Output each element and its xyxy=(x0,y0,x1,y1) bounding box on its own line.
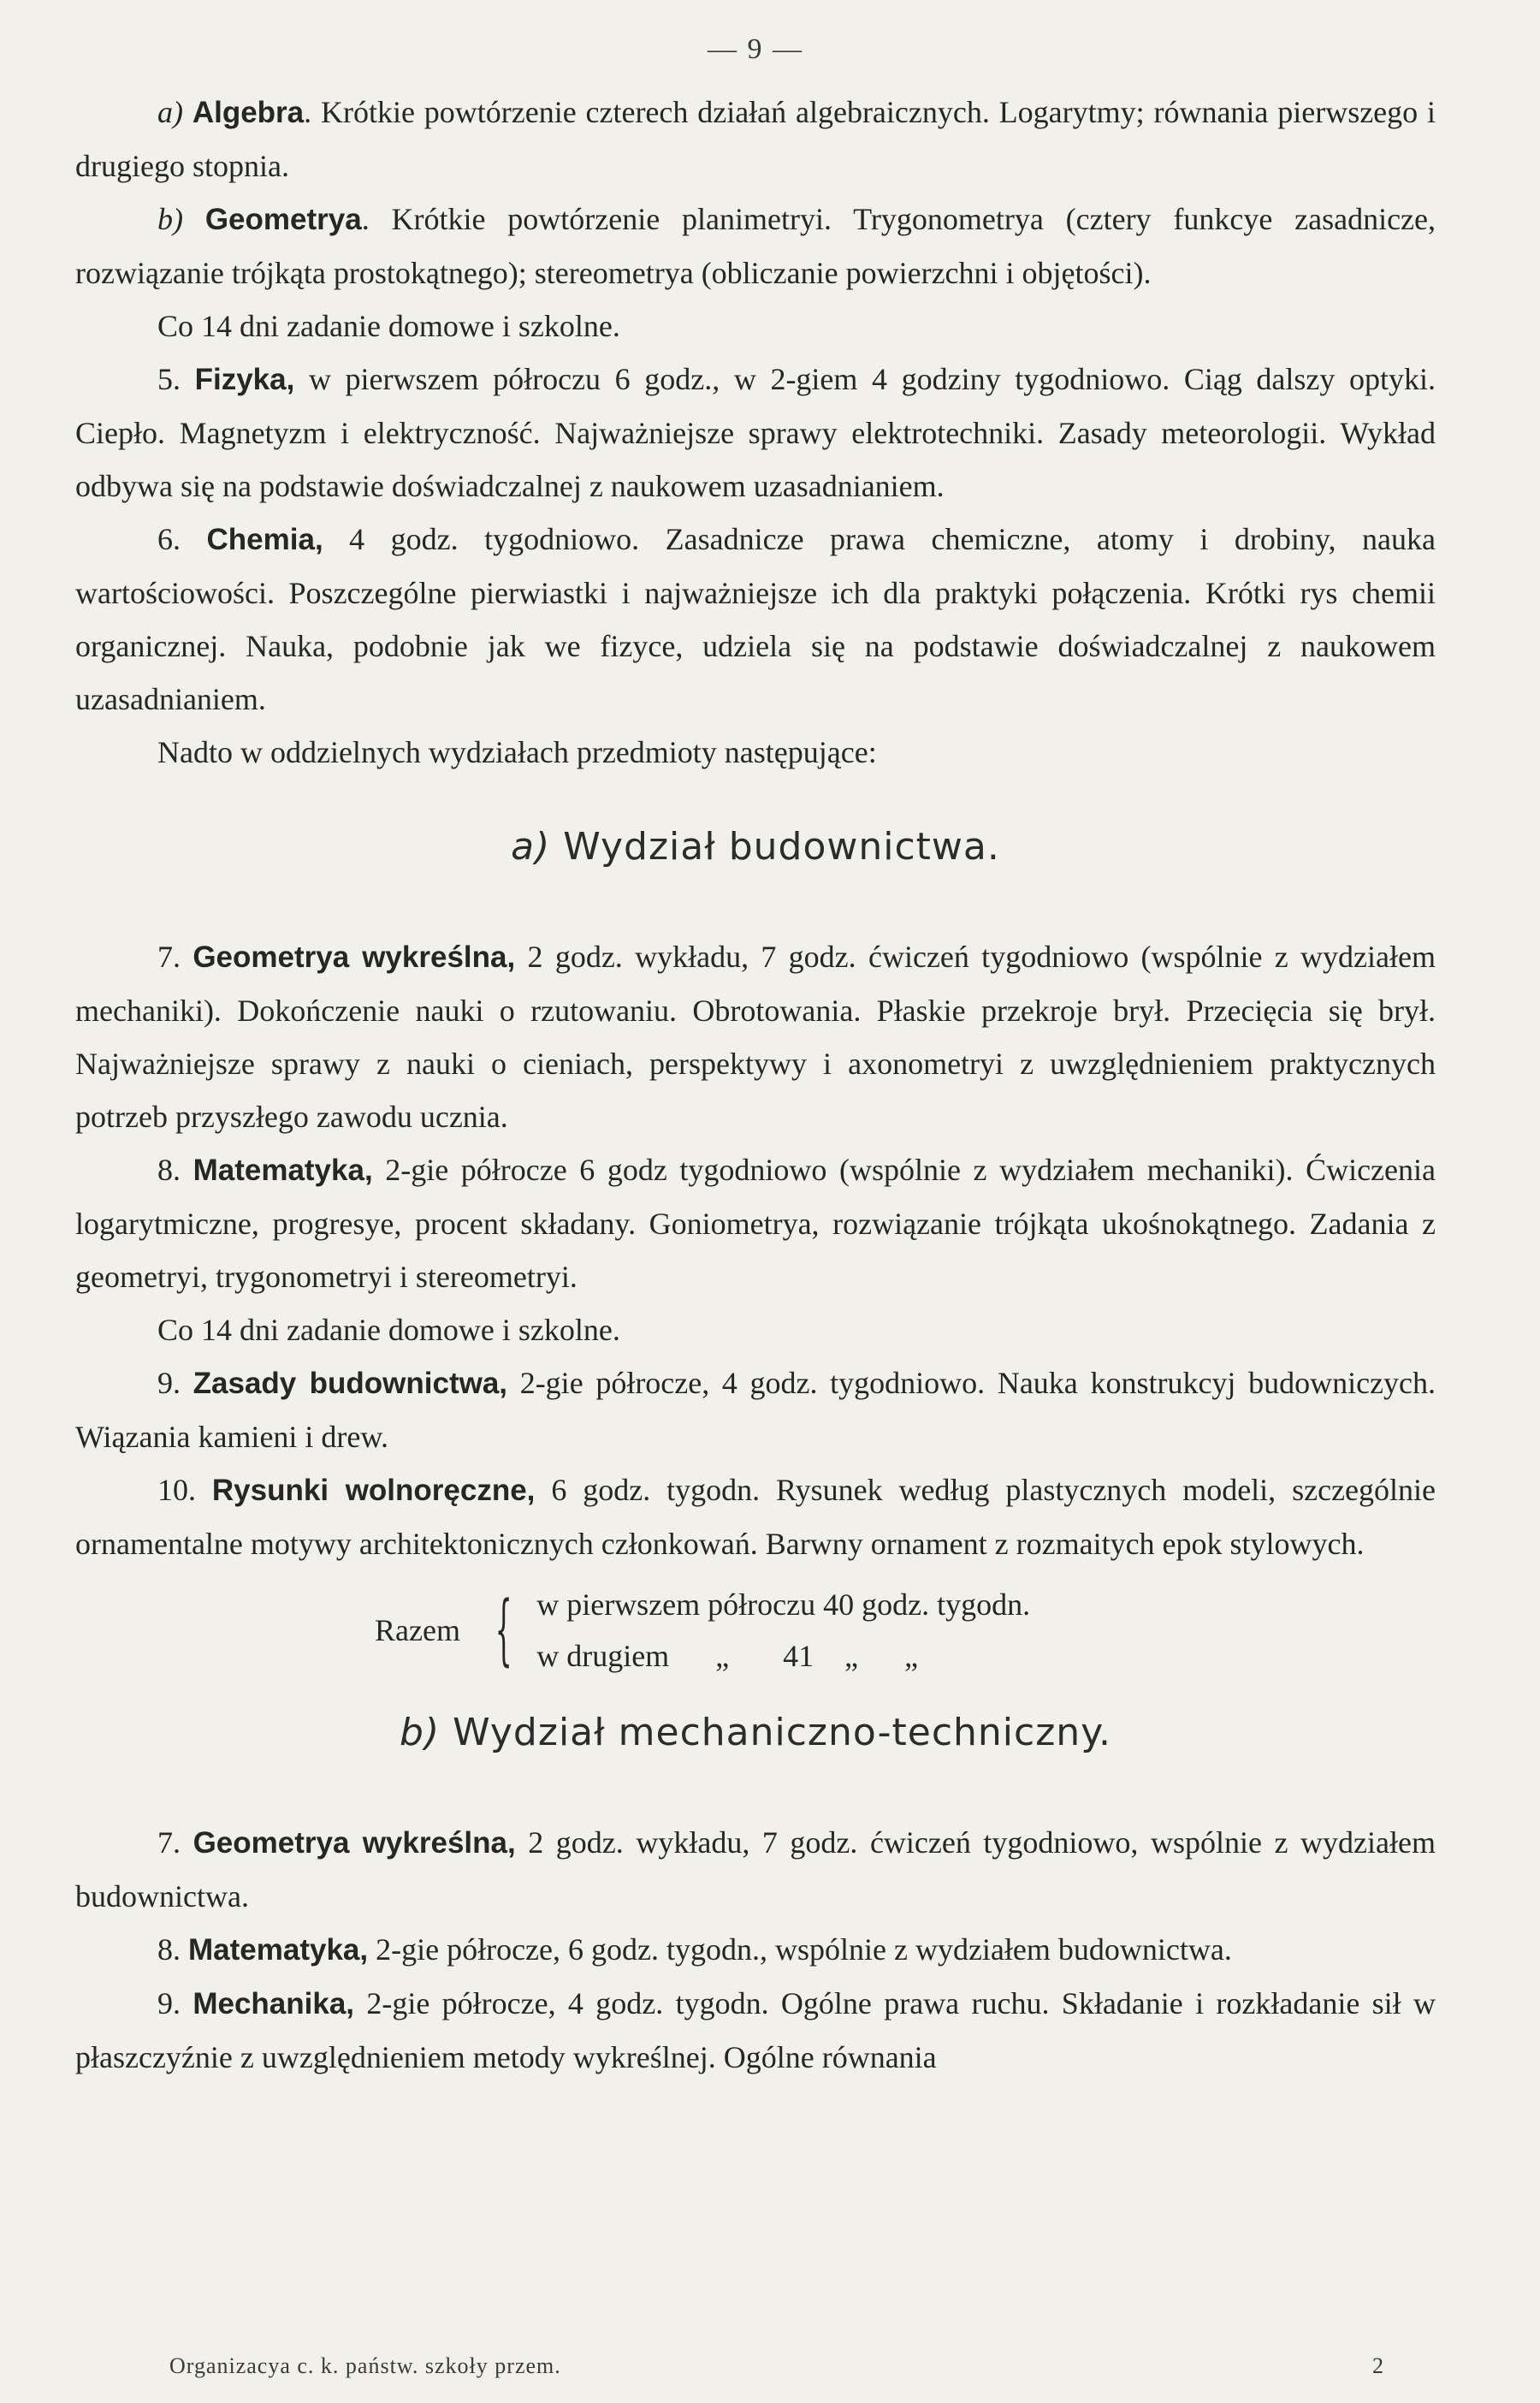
item-number: 9. xyxy=(157,1366,181,1400)
item-title: Rysunki wolnoręczne, xyxy=(211,1474,536,1507)
zasady-budownictwa-paragraph xyxy=(75,1356,1436,1463)
mechanika-paragraph xyxy=(75,1977,1436,2084)
item-text: 2-gie półrocze 6 godz tygodniowo (wspólnie z wydziałem mechaniki). Ćwiczenia logarytmiczne, progresye, procent składany. Goniometrya, rozwiązanie trójkąta ukośnokątnego. Zadania z geometryi, trygonometryi i stereometryi. xyxy=(75,1153,1436,1294)
homework-note: Co 14 dni zadanie domowe i szkolne. xyxy=(157,1313,620,1347)
matematyka-b-paragraph xyxy=(75,1923,1436,1977)
item-text: 6 godz. tygodn. Rysunek według plastycznych modeli, szczególnie ornamentalne motywy architektonicznych członkowań. Barwny ornament z rozmaitych epok stylowych. xyxy=(75,1473,1436,1561)
item-title: Matematyka, xyxy=(188,1933,369,1967)
item-number: 5. xyxy=(157,362,181,396)
section-b-heading xyxy=(75,1711,1436,1754)
footer-signature: Organizacya c. k. państw. szkoły przem. xyxy=(169,2353,561,2378)
item-text: . Krótkie powtórzenie czterech działań algebraicznych. Logarytmy; równania pierwszego i drugiego stopnia. xyxy=(75,95,1436,183)
item-text: 2 godz. wykładu, 7 godz. ćwiczeń tygodniowo (wspólnie z wydziałem mechaniki). Dokończenie nauki o rzutowaniu. Obrotowania. Płaskie przekroje brył. Przecięcia się brył. Najważniejsze sprawy z nauki o cieniach, perspektywy i axonometryi z uwzględnieniem praktycznych potrzeb przyszłego zawodu ucznia. xyxy=(75,940,1436,1134)
item-title: Fizyka, xyxy=(194,363,295,396)
section-title: Wydział mechaniczno-techniczny. xyxy=(453,1711,1111,1754)
item-number: 8. xyxy=(157,1932,181,1967)
sheet-number: 2 xyxy=(1372,2353,1384,2378)
algebra-paragraph xyxy=(75,86,1436,193)
item-title: Chemia, xyxy=(206,523,323,556)
fizyka-paragraph xyxy=(75,353,1436,513)
razem-label: Razem xyxy=(375,1613,460,1647)
item-text: 2-gie półrocze, 6 godz. tygodn., wspólnie z wydziałem budownictwa. xyxy=(368,1932,1232,1967)
razem-row-first: w pierwszem półroczu 40 godz. tygodn. xyxy=(536,1587,1031,1622)
item-text: . Krótkie powtórzenie planimetryi. Trygonometrya (cztery funkcye zasadnicze, rozwiązanie trójkąta prostokątnego); stereometrya (obliczanie powierzchni i objętości). xyxy=(75,202,1436,290)
section-a-heading xyxy=(75,825,1436,869)
section-title: Wydział budownictwa. xyxy=(563,825,1000,869)
geometrya-wykreslna-paragraph xyxy=(75,930,1436,1143)
geometrya-wykreslna-b-paragraph xyxy=(75,1816,1436,1923)
brace-icon: { xyxy=(495,1585,512,1675)
razem-row-second: w drugiem „ 41 „ „ xyxy=(536,1639,919,1673)
item-title: Algebra xyxy=(192,96,305,129)
item-number: 7. xyxy=(157,940,181,974)
item-marker: b) xyxy=(157,202,183,236)
nadto-paragraph: Nadto w oddzielnych wydziałach przedmioty następujące: xyxy=(157,735,877,769)
item-title: Matematyka, xyxy=(192,1154,373,1187)
razem-rows xyxy=(536,1579,1030,1682)
geometrya-paragraph xyxy=(75,193,1436,300)
item-text: 2-gie półrocze, 4 godz. tygodn. Ogólne prawa ruchu. Składanie i rozkładanie sił w płaszczyźnie z uwzględnieniem metody wykreślnej. Ogólne równania xyxy=(75,1986,1436,2074)
item-title: Geometrya wykreślna, xyxy=(192,1826,516,1860)
matematyka-paragraph xyxy=(75,1143,1436,1303)
page-footer xyxy=(75,2353,1436,2379)
razem-summary xyxy=(375,1579,1436,1682)
item-text: w pierwszem półroczu 6 godz., w 2-giem 4 godziny tygodniowo. Ciąg dalszy optyki. Ciepło. Magnetyzm i elektryczność. Najważniejsze sprawy elektrotechniki. Zasady meteorologii. Wykład odbywa się na podstawie doświadczalnej z naukowem uzasadnianiem. xyxy=(75,362,1436,503)
item-text: 4 godz. tygodniowo. Zasadnicze prawa chemiczne, atomy i drobiny, nauka wartościowości. Poszczególne pierwiastki i najważniejsze ich dla praktyki połączenia. Krótki rys chemii organicznej. Nauka, podobnie jak we fizyce, udziela się na podstawie doświadczalnej z naukowem uzasadnianiem. xyxy=(75,522,1436,716)
item-title: Geometrya xyxy=(204,203,362,236)
item-number: 9. xyxy=(157,1986,181,2020)
page-number: — 9 — xyxy=(708,33,803,65)
item-title: Zasady budownictwa, xyxy=(192,1367,508,1400)
item-text: 2-gie półrocze, 4 godz. tygodniowo. Nauka konstrukcyj budowniczych. Wiązania kamieni i drew. xyxy=(75,1366,1436,1454)
homework-note: Co 14 dni zadanie domowe i szkolne. xyxy=(157,309,620,343)
rysunki-paragraph xyxy=(75,1463,1436,1570)
section-marker: b) xyxy=(400,1711,441,1754)
document-page xyxy=(75,26,1436,2379)
item-title: Mechanika, xyxy=(192,1987,355,2020)
item-text: 2 godz. wykładu, 7 godz. ćwiczeń tygodniowo, wspólnie z wydziałem budownictwa. xyxy=(75,1825,1436,1914)
item-title: Geometrya wykreślna, xyxy=(192,940,516,974)
section-marker: a) xyxy=(511,825,551,869)
item-number: 10. xyxy=(157,1473,196,1507)
item-marker: a) xyxy=(157,95,183,129)
item-number: 8. xyxy=(157,1153,181,1187)
item-number: 7. xyxy=(157,1825,181,1860)
item-number: 6. xyxy=(157,522,181,556)
chemia-paragraph xyxy=(75,513,1436,726)
